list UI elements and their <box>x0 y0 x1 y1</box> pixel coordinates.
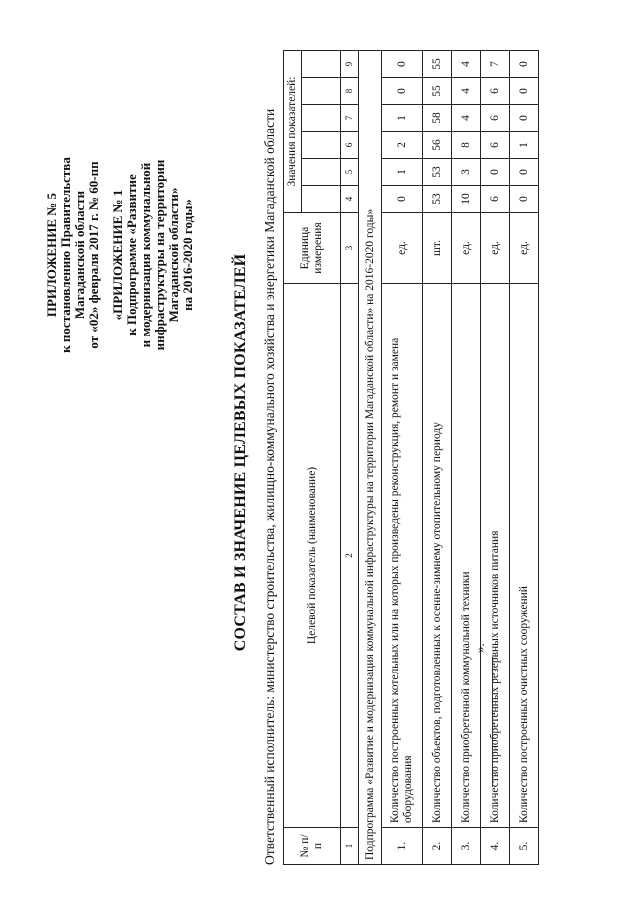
quote-line: и модернизация коммунальной <box>138 162 153 348</box>
row-value: 0 <box>510 51 539 78</box>
row-value: 6 <box>481 132 510 159</box>
table-row <box>382 51 423 865</box>
row-value: 3 <box>452 159 481 186</box>
row-indicator-name: Количество приобретенных резервных источников питания <box>481 284 510 828</box>
appendix-line: от «02» февраля 2017 г. № 60-пп <box>86 161 101 349</box>
subprogram-title: Подпрограмма «Развитие и модернизация коммунальной инфраструктуры на территории Магаданской области» на 2016-2020 годы» <box>359 51 382 865</box>
header-name: Целевой показатель (наименование) <box>284 284 341 828</box>
row-value: 4 <box>452 78 481 105</box>
column-number: 4 <box>341 186 359 213</box>
responsible-executor: Ответственный исполнитель: министерство строительства, жилищно-коммунального хозяйства и энергетики Магаданской области <box>262 108 277 865</box>
column-number: 6 <box>341 132 359 159</box>
row-value: 0 <box>510 159 539 186</box>
quote-line: к Подпрограмме «Развитие <box>124 174 139 336</box>
row-value: 6 <box>481 78 510 105</box>
row-value: 4 <box>452 51 481 78</box>
row-value: 0 <box>510 78 539 105</box>
header-unit: Единица измерения <box>284 213 341 284</box>
column-number-row <box>341 51 359 865</box>
column-number: 1 <box>341 828 359 865</box>
row-value: 53 <box>423 159 452 186</box>
header-num: № п/п <box>284 828 341 865</box>
row-value: 58 <box>423 105 452 132</box>
header-value-cell <box>302 132 341 159</box>
row-number: 4. <box>481 828 510 865</box>
row-value: 10 <box>452 186 481 213</box>
row-value: 1 <box>382 159 423 186</box>
row-value: 6 <box>481 105 510 132</box>
row-value: 8 <box>452 132 481 159</box>
appendix-title: ПРИЛОЖЕНИЕ № 5 <box>44 192 59 318</box>
row-unit: ед. <box>481 213 510 284</box>
row-value: 55 <box>423 78 452 105</box>
appendix-line: к постановлению Правительства <box>58 157 73 353</box>
row-unit: ед. <box>452 213 481 284</box>
header-value-cell <box>302 159 341 186</box>
row-indicator-name: Количество объектов, подготовленных к осенне-зимнему отопительному периоду <box>423 284 452 828</box>
row-value: 2 <box>382 132 423 159</box>
header-value-cell <box>302 78 341 105</box>
row-value: 53 <box>423 186 452 213</box>
row-number: 1. <box>382 828 423 865</box>
table-row <box>423 51 452 865</box>
row-number: 3. <box>452 828 481 865</box>
row-indicator-name: Количество построенных котельных или на которых произведены реконструкция, ремонт и замена оборудования <box>382 284 423 828</box>
column-number: 5 <box>341 159 359 186</box>
table-row <box>510 51 539 865</box>
row-value: 1 <box>510 132 539 159</box>
row-value: 56 <box>423 132 452 159</box>
document-title: СОСТАВ И ЗНАЧЕНИЕ ЦЕЛЕВЫХ ПОКАЗАТЕЛЕЙ <box>232 253 249 652</box>
column-number: 8 <box>341 78 359 105</box>
row-value: 1 <box>382 105 423 132</box>
header-values: Значения показателей: <box>284 51 302 213</box>
quote-title: «ПРИЛОЖЕНИЕ № 1 <box>110 189 125 321</box>
row-unit: ед. <box>510 213 539 284</box>
quote-line: инфраструктуры на территории <box>152 159 167 351</box>
column-number: 7 <box>341 105 359 132</box>
row-indicator-name: Количество построенных очистных сооружений <box>510 284 539 828</box>
appendix-header <box>45 125 195 385</box>
appendix-line: Магаданской области <box>72 190 87 320</box>
column-number: 9 <box>341 51 359 78</box>
column-number: 2 <box>341 284 359 828</box>
table-header-row <box>284 51 302 865</box>
signature-line <box>480 657 493 787</box>
header-value-cell <box>302 105 341 132</box>
row-number: 5. <box>510 828 539 865</box>
row-value: 7 <box>481 51 510 78</box>
header-value-cell <box>302 51 341 78</box>
closing-quote-mark: ». <box>472 643 487 653</box>
indicators-table <box>283 50 539 865</box>
row-value: 0 <box>382 186 423 213</box>
row-value: 55 <box>423 51 452 78</box>
row-value: 0 <box>481 159 510 186</box>
row-indicator-name: Количество приобретенной коммунальной техники <box>452 284 481 828</box>
row-value: 0 <box>510 105 539 132</box>
row-unit: ед. <box>382 213 423 284</box>
row-unit: шт. <box>423 213 452 284</box>
row-value: 0 <box>382 51 423 78</box>
header-value-cell <box>302 186 341 213</box>
row-value: 4 <box>452 105 481 132</box>
quote-line: на 2016-2020 годы» <box>180 199 195 311</box>
row-value: 0 <box>382 78 423 105</box>
quote-line: Магаданской области» <box>166 187 181 323</box>
table-row <box>452 51 481 865</box>
row-number: 2. <box>423 828 452 865</box>
column-number: 3 <box>341 213 359 284</box>
row-value: 6 <box>481 186 510 213</box>
subprogram-row <box>359 51 382 865</box>
row-value: 0 <box>510 186 539 213</box>
